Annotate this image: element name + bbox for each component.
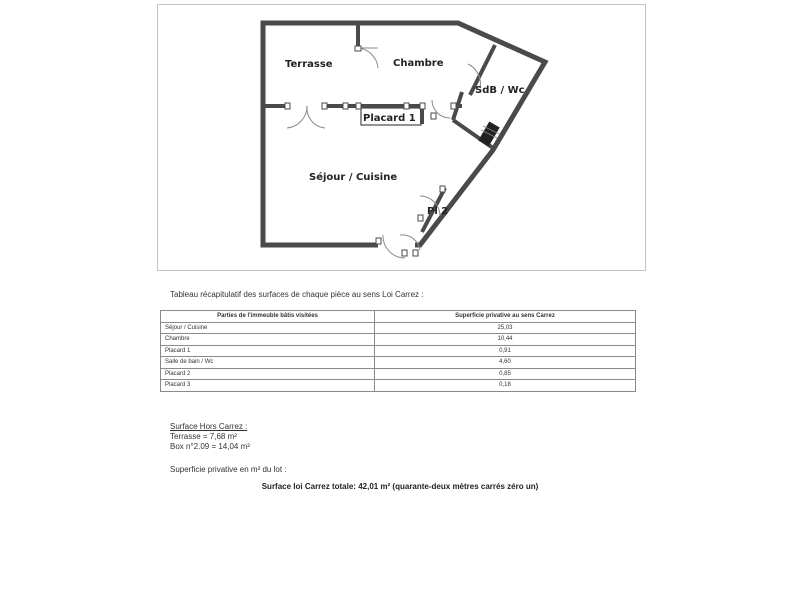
room-label-sejour: Séjour / Cuisine bbox=[309, 172, 398, 183]
room-label-placard-1: Placard 1 bbox=[363, 113, 416, 124]
row-value: 0,85 bbox=[375, 368, 636, 380]
interior-walls bbox=[263, 23, 495, 232]
table-row bbox=[161, 345, 636, 357]
table-row bbox=[161, 368, 636, 380]
table-header-row bbox=[161, 311, 636, 323]
table-row bbox=[161, 334, 636, 346]
row-name: Chambre bbox=[161, 334, 375, 346]
row-value: 25,03 bbox=[375, 322, 636, 334]
hors-carrez-title: Surface Hors Carrez : bbox=[170, 422, 248, 431]
door-swings bbox=[287, 48, 480, 258]
table-row bbox=[161, 322, 636, 334]
surface-table bbox=[160, 310, 636, 392]
row-value: 4,60 bbox=[375, 357, 636, 369]
door-jambs bbox=[285, 46, 456, 256]
row-value: 0,91 bbox=[375, 345, 636, 357]
row-value: 10,44 bbox=[375, 334, 636, 346]
table-caption: Tableau récapitulatif des surfaces de chaque pièce au sens Loi Carrez : bbox=[170, 290, 424, 299]
row-name: Séjour / Cuisine bbox=[161, 322, 375, 334]
total-surface-line: Surface loi Carrez totale: 42,01 m² (quarante-deux mètres carrés zéro un) bbox=[261, 482, 539, 491]
room-label-terrasse: Terrasse bbox=[285, 59, 333, 70]
row-value: 0,18 bbox=[375, 380, 636, 392]
column-header-surface: Superficie privative au sens Carrez bbox=[375, 311, 636, 323]
column-header-parts: Parties de l'immeuble bâtis visitées bbox=[161, 311, 375, 323]
row-name: Placard 3 bbox=[161, 380, 375, 392]
hors-carrez-terrasse: Terrasse = 7,68 m² bbox=[170, 432, 237, 441]
hors-carrez-section bbox=[170, 422, 250, 452]
room-label-chambre: Chambre bbox=[393, 58, 444, 69]
outer-walls bbox=[263, 23, 545, 245]
room-label-sdb: SdB / Wc bbox=[475, 85, 525, 96]
row-name: Salle de bain / Wc bbox=[161, 357, 375, 369]
table-row bbox=[161, 380, 636, 392]
privative-label: Superficie privative en m² du lot : bbox=[170, 465, 287, 474]
room-label-pl2: Pl 2 bbox=[427, 206, 449, 217]
row-name: Placard 1 bbox=[161, 345, 375, 357]
table-row bbox=[161, 357, 636, 369]
row-name: Placard 2 bbox=[161, 368, 375, 380]
hors-carrez-box: Box n°2.09 = 14,04 m² bbox=[170, 442, 250, 451]
